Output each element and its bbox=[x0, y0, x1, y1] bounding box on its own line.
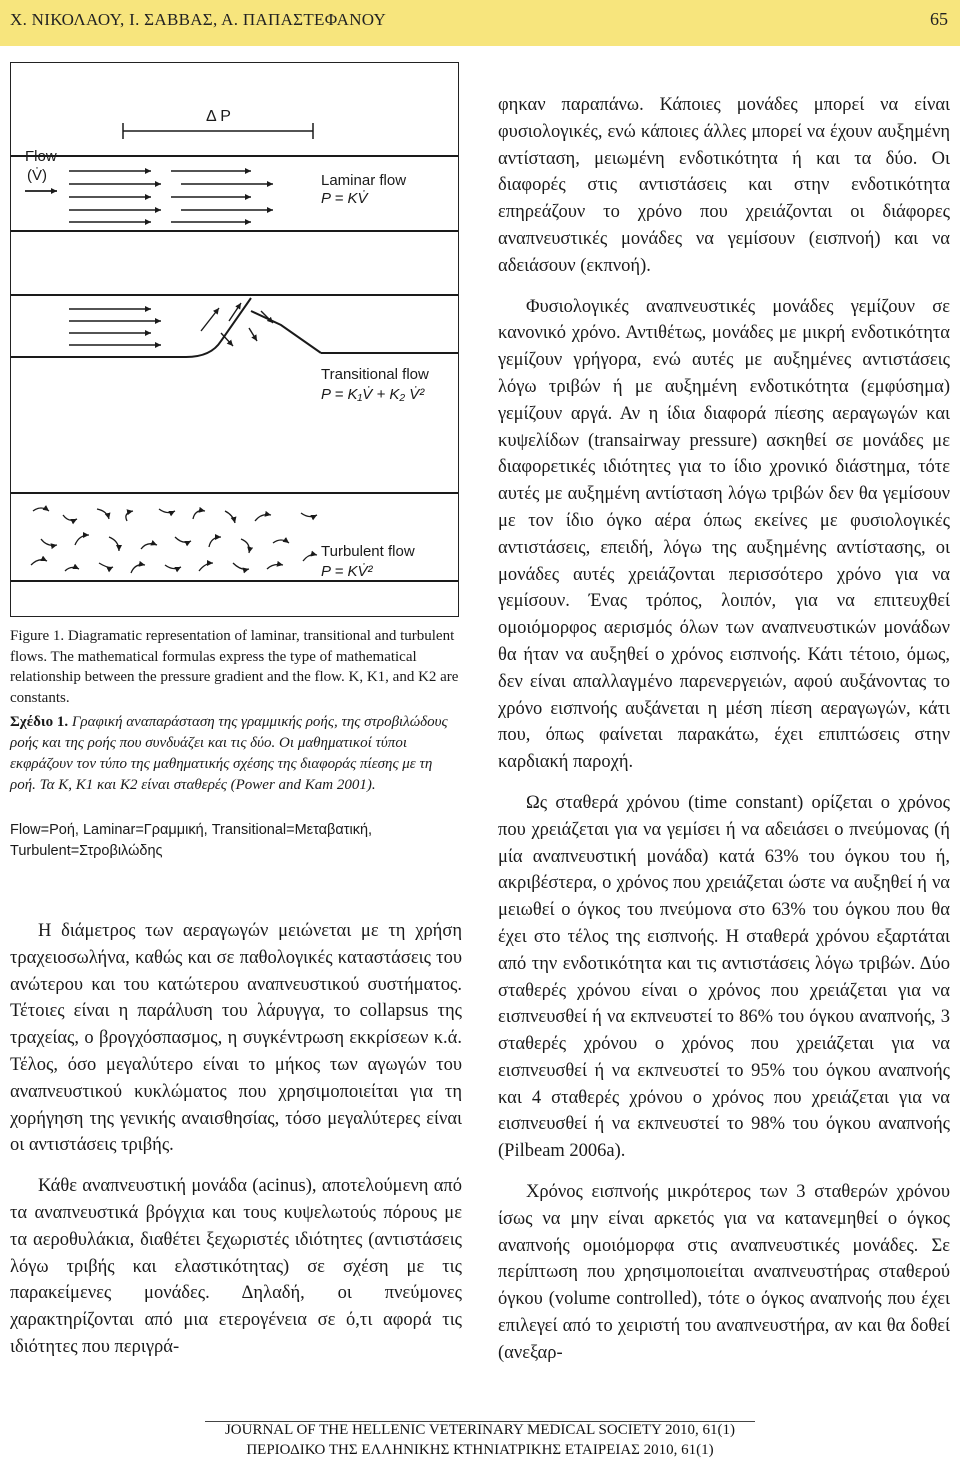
running-head-authors: Χ. ΝΙΚΟΛΑΟΥ, Ι. ΣΑΒΒΑΣ, Α. ΠΑΠΑΣΤΕΦΑΝΟΥ bbox=[10, 10, 387, 29]
figure-caption-terms bbox=[10, 820, 460, 861]
caption-english-text: Figure 1. Diagramatic representation of laminar, transitional and turbulent flows. The mathematical formulas express the type of mathematical relationship between the pressure gradient and the flow. K, K1, and K2 are constants. bbox=[10, 628, 459, 707]
page-number: 65 bbox=[930, 9, 948, 29]
flow-symbol: (V̇) bbox=[27, 167, 47, 184]
footer-journal-greek: ΠΕΡΙΟΔΙΚΟ ΤΗΣ ΕΛΛΗΝΙΚΗΣ ΚΤΗΝΙΑΤΡΙΚΗΣ ΕΤΑΙΡΕΙΑΣ 2010, 61(1) bbox=[246, 1442, 714, 1458]
left-text-column bbox=[10, 918, 462, 1361]
laminar-tube bbox=[11, 156, 459, 231]
footer-journal-english: JOURNAL OF THE HELLENIC VETERINARY MEDICAL SOCIETY 2010, 61(1) bbox=[224, 1422, 736, 1438]
transitional-flow-formula: P = K₁V̇ + K₂ V̇² bbox=[321, 386, 425, 403]
caption-greek-label: Σχέδιο 1. bbox=[10, 714, 69, 730]
transitional-tube bbox=[11, 293, 459, 357]
left-paragraph-1: Η διάμετρος των αεραγωγών μειώνεται με τη χρήση τραχειοσωλήνα, καθώς και σε παθολογικές καταστάσεις του ανώτερου και του κατώτερου αναπνευστικού συστήματος. Τέτοιες είναι η παράλυση του λάρυγγα, το collapsus της τραχείας, ο βρογχόσπασμος, η συγκέντρωση εκκρίσεων κ.ά. Τέλος, όσο μεγαλύτερο είναι το μήκος των αγωγών του αναπνευστικού κυκλώματος που χρησιμοποιείται για τη χορήγηση της γενικής αναισθησίας, τόσο μεγαλύτερες είναι οι αντιστάσεις τριβής. bbox=[10, 921, 462, 1156]
right-paragraph-4: Χρόνος εισπνοής μικρότερος των 3 σταθερών χρόνου ίσως να μην είναι αρκετός για να κατανεμηθεί ο όγκος αναπνοής ομοιόμορφα στις αναπνευστικές μονάδες. Σε περίπτωση που χρησιμοποιείται αναπνευστήρας σταθερού όγκου (volume controlled), τότε ο όγκος αναπνοής που έχει επιλεγεί από το χειριστή του αναπνευστήρα, αν και θα δοθεί (ανεξαρ- bbox=[498, 1182, 950, 1363]
transitional-flow-title: Transitional flow bbox=[321, 366, 429, 383]
left-paragraph-2: Κάθε αναπνευστική μονάδα (acinus), αποτελούμενη από τα αναπνευστικά βρόγχια και τους κυψελωτούς πόρους με τα αεροθυλάκια, διαθέτει ξεχωριστές ιδιότητες (αντιστάσεις λόγω τριβής και ελαστικότητας) σε σχέση με τις παρακείμενες μονάδες. Δηλαδή, οι πνεύμονες χαρακτηρίζονται από μια ετερογένεια σε ό,τι αφορά τις ιδιότητες που περιγρά- bbox=[10, 1176, 462, 1357]
right-paragraph-1: φηκαν παραπάνω. Κάποιες μονάδες μπορεί να είναι φυσιολογικές, ενώ κάποιες άλλες μπορεί να έχουν αυξημένη αντίσταση, μειωμένη ενδοτικότητα ή και τα δύο. Οι διαφορές στις αντιστάσεις και στην ενδοτικότητα επηρεάζουν το χρόνο που χρειάζονται οι διάφορες αναπνευστικές μονάδες να γεμίσουν (εισπνοή) και να αδειάσουν (εκπνοή). bbox=[498, 95, 950, 276]
right-paragraph-2: Φυσιολογικές αναπνευστικές μονάδες γεμίζουν σε κανονικό χρόνο. Αντιθέτως, μονάδες με μικρή ενδοτικότητα γεμίζουν γρήγορα, ενώ αυτές με αυξημένες αντιστάσεις λόγω τριβών ή με αυξημένη ενδοτικότητα (εμφύσημα) γεμίζουν αργά. Αν η ίδια διαφορά πίεσης αεραγωγών και κυψελίδων (transairway pressure) ασκηθεί σε μονάδες με διαφορετικές ιδιότητες για το ίδιο χρονικό διάστημα, τότε αυτές με αυξημένη αντίσταση λόγω τριβών δεν θα γεμίσουν με τον ίδιο όγκο αέρα όπως εκείνες με φυσιολογικές αντιστάσεις, επειδή, λόγω της αυξημένης αντίστασης, οι μονάδες αυτές χρειάζονται περισσότερο χρόνο για να γεμίσουν. Ένας τρόπος, λοιπόν, για να επιτευχθεί ομοιόμορφος αερισμός όλων των αναπνευστικών μονάδων θα ήταν να αυξηθεί ο χρόνος εισπνοής. Κάτι τέτοιο, όμως, δεν είναι απαλλαγμένο παρενεργειών, αφού αυξάνοντας το χρόνο εισπνοής αυξάνεται η μέση πίεση αεραγωγών, κάτι που, όπως φαίνεται παρακάτω, έχει επιπτώσεις στην καρδιακή παροχή. bbox=[498, 296, 950, 773]
figure-caption-greek bbox=[10, 712, 460, 796]
caption-flow-terms: Flow=Ροή, Laminar=Γραμμική, Transitional=Μεταβατική, Turbulent=Στροβιλώδης bbox=[10, 822, 373, 859]
delta-p-indicator bbox=[123, 108, 313, 139]
turbulent-tube bbox=[11, 493, 459, 581]
turbulent-flow-formula: P = KV̇² bbox=[321, 563, 373, 580]
delta-p-label: Δ P bbox=[206, 108, 231, 125]
figure-1-flow-diagram bbox=[10, 62, 459, 617]
right-paragraph-3: Ως σταθερά χρόνου (time constant) ορίζεται ο χρόνος που χρειάζεται για να γεμίσει ή να αδειάσει ο πνεύμονας (ή μία αναπνευστική μονάδα) κατά 63% του όγκου του ή, ακριβέστερα, ο χρόνος που χρειάζεται ώστε να αυξηθεί ή να μειωθεί ο όγκος του πνεύμονα στο 63% του όγκου που θα έχει στο τέλος της εισπνοής. Η σταθερά χρόνου εξαρτάται από την ενδοτικότητα και τις αντιστάσεις λόγω τριβών. Δύο σταθερές χρόνου είναι ο χρόνος που χρειάζεται για να εισπνευσθεί ή να εκπνευστεί το 86% του όγκου αναπνοής, 3 σταθερές χρόνου ο χρόνος που χρειάζεται για να εισπνευσθεί ή να εκπνευστεί το 95% του όγκου αναπνοής και 4 σταθερές χρόνου ο χρόνος που χρειάζεται για να εισπνευσθεί ή να εκπνευστεί το 98% του όγκου αναπνοής (Pilbeam 2006a). bbox=[498, 792, 950, 1162]
flow-diagram-svg bbox=[11, 63, 459, 617]
turbulent-flow-title: Turbulent flow bbox=[321, 543, 415, 560]
flow-label: Flow bbox=[25, 148, 57, 165]
header-band bbox=[0, 0, 960, 46]
figure-caption-english bbox=[10, 626, 460, 709]
laminar-flow-formula: P = KV̇ bbox=[321, 190, 368, 207]
caption-greek-text: Γραφική αναπαράσταση της γραμμικής ροής, της στροβιλώδους ροής και της ροής που συνδυάζει και τις δύο. Οι μαθηματικοί τύποι εκφράζουν τον τύπο της μαθηματικής σχέσης της διαφοράς πίεσης με τη ροή. Τα Κ, Κ1 και Κ2 είναι σταθερές (Power and Kam 2001). bbox=[10, 714, 448, 793]
right-text-column bbox=[498, 92, 950, 1367]
laminar-flow-title: Laminar flow bbox=[321, 172, 407, 189]
